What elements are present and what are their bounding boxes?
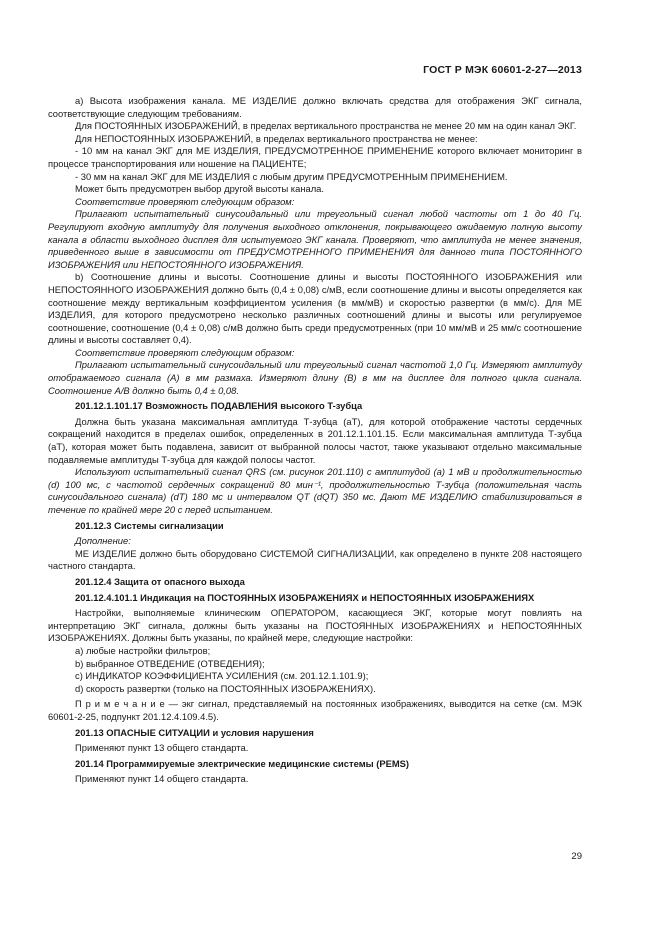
- section-heading: 201.14 Программируемые электрические медицинские системы (PEMS): [75, 757, 410, 769]
- list-item: b) выбранное ОТВЕДЕНИЕ (ОТВЕДЕНИЯ);: [75, 657, 265, 669]
- note: П р и м е ч а н и е — экг сигнал, представляемый на постоянных изображениях, выводится на сетке (см. МЭК 60601-2-25, подпункт 201.12.4.109.4.5).: [48, 698, 582, 722]
- paragraph: b) Соотношение длины и высоты. Соотношение длины и высоты ПОСТОЯННОГО ИЗОБРАЖЕНИЯ или НЕПОСТОЯННОГО ИЗОБРАЖЕНИЯ должно быть (0,4 ± 0,08) с/мВ, если соотношение длины и высоты определяется как соотношение между вертикальным коэффициентом усиления (в мм/мВ) и скоростью развертки (в мм/с). Для МЕ ИЗДЕЛИЯ, для которого предусмотрено несколько различных соотношений длины и высоты или регулируемое соотношение, соотношение (0,4 ± 0,08) с/мВ должно быть среди предусмотренных (при 10 мм/мВ и 25 мм/с соотношение длины и высоты составляет 0,4).: [48, 271, 582, 346]
- compliance-test: Прилагают испытательный синусоидальный или треугольный сигнал любой частоты от 1 до 40 Гц. Регулируют входную амплитуду для получения выходного отклонения, покрывающего ожидаемую полную высоту канала в области выходного дисплея для испытуемого ЭКГ канала. Проверяют, что амплитуда не менее значения, приведенного выше в зависимости от ПРЕДУСМОТРЕННОГО ПРИМЕНЕНИЯ для данного типа ПОСТОЯННОГО ИЗОБРАЖЕНИЯ или НЕПОСТОЯННОГО ИЗОБРАЖЕНИЯ.: [48, 208, 582, 270]
- document-body: [48, 95, 582, 786]
- compliance-test: Используют испытательный сигнал QRS (см. рисунок 201.110) с амплитудой (а) 1 мВ и продолжительностью (d) 100 мс, с частотой сердечных сокращений 80 мин⁻¹, продолжительностью Т-зубца (положительная часть синусоидального сигнала) (dT) 180 мс и интервалом QT (dQT) 350 мс. Дают МЕ ИЗДЕЛИЮ стабилизироваться в течение по крайней мере 20 с перед испытанием.: [48, 466, 582, 515]
- section-heading: 201.12.4 Защита от опасного выхода: [75, 575, 245, 587]
- paragraph: Применяют пункт 14 общего стандарта.: [75, 773, 249, 785]
- paragraph: Может быть предусмотрен выбор другой высоты канала.: [75, 183, 324, 195]
- paragraph: Для ПОСТОЯННЫХ ИЗОБРАЖЕНИЙ, в пределах вертикального пространства не менее 20 мм на один канал ЭКГ.: [75, 120, 577, 132]
- compliance-note: Соответствие проверяют следующим образом:: [75, 346, 295, 358]
- section-heading: 201.13 ОПАСНЫЕ СИТУАЦИИ и условия нарушения: [75, 726, 314, 738]
- list-item: - 30 мм на канал ЭКГ для МЕ ИЗДЕЛИЯ с любым другим ПРЕДУСМОТРЕННЫМ ПРИМЕНЕНИЕМ.: [75, 170, 508, 182]
- paragraph: Применяют пункт 13 общего стандарта.: [75, 742, 249, 754]
- list-item: а) любые настройки фильтров;: [75, 644, 211, 656]
- compliance-test: Прилагают испытательный синусоидальный или треугольный сигнал частотой 1,0 Гц. Измеряют амплитуду отображаемого сигнала (А) в мм размаха. Измеряют длину (В) в мм на дисплее для полного цикла сигнала. Соотношение А/В должно быть 0,4 ± 0,08.: [48, 359, 582, 396]
- amendment-label: Дополнение:: [75, 535, 131, 547]
- page-number: 29: [571, 851, 582, 862]
- list-item: c) ИНДИКАТОР КОЭФФИЦИЕНТА УСИЛЕНИЯ (см. 201.12.1.101.9);: [75, 670, 369, 682]
- section-heading: 201.12.3 Системы сигнализации: [75, 519, 224, 531]
- paragraph: Настройки, выполняемые клиническим ОПЕРАТОРОМ, касающиеся ЭКГ, которые могут повлиять на интерпретацию ЭКГ сигнала, должны быть указаны на ПОСТОЯННЫХ ИЗОБРАЖЕНИЯХ и НЕПОСТОЯННЫХ ИЗОБРАЖЕНИЯХ. Должны быть указаны, по крайней мере, следующие настройки:: [48, 607, 582, 644]
- paragraph: а) Высота изображения канала. МЕ ИЗДЕЛИЕ должно включать средства для отображения ЭКГ сигнала, соответствующие следующим требованиям.: [48, 95, 582, 119]
- paragraph: Для НЕПОСТОЯННЫХ ИЗОБРАЖЕНИЙ, в пределах вертикального пространства не менее:: [75, 132, 478, 144]
- compliance-note: Соответствие проверяют следующим образом:: [75, 195, 295, 207]
- document-header: ГОСТ Р МЭК 60601-2-27—2013: [423, 64, 582, 76]
- list-item: d) скорость развертки (только на ПОСТОЯННЫХ ИЗОБРАЖЕНИЯХ).: [75, 682, 376, 694]
- list-item: - 10 мм на канал ЭКГ для МЕ ИЗДЕЛИЯ, ПРЕДУСМОТРЕННОЕ ПРИМЕНЕНИЕ которого включает мониторинг в процессе транспортирования или ношение на ПАЦИЕНТЕ;: [48, 145, 582, 169]
- paragraph: МЕ ИЗДЕЛИЕ должно быть оборудовано СИСТЕМОЙ СИГНАЛИЗАЦИИ, как определено в пункте 208 настоящего частного стандарта.: [48, 547, 582, 572]
- section-heading: 201.12.4.101.1 Индикация на ПОСТОЯННЫХ ИЗОБРАЖЕНИЯХ и НЕПОСТОЯННЫХ ИЗОБРАЖЕНИЯХ: [75, 591, 535, 603]
- section-heading: 201.12.1.101.17 Возможность ПОДАВЛЕНИЯ высокого T-зубца: [75, 400, 363, 412]
- paragraph: Должна быть указана максимальная амплитуда Т-зубца (aT), для которой отображение частоты сердечных сокращений находится в пределах ошибок, определенных в 201.12.1.101.15. Если максимальная амплитуда Т-зубца (aT), которая может быть подавлена, зависит от выбранной полосы частот, также указывают отдельно максимальные подавляемые амплитуды Т-зубца для каждой полосы частот.: [48, 415, 582, 465]
